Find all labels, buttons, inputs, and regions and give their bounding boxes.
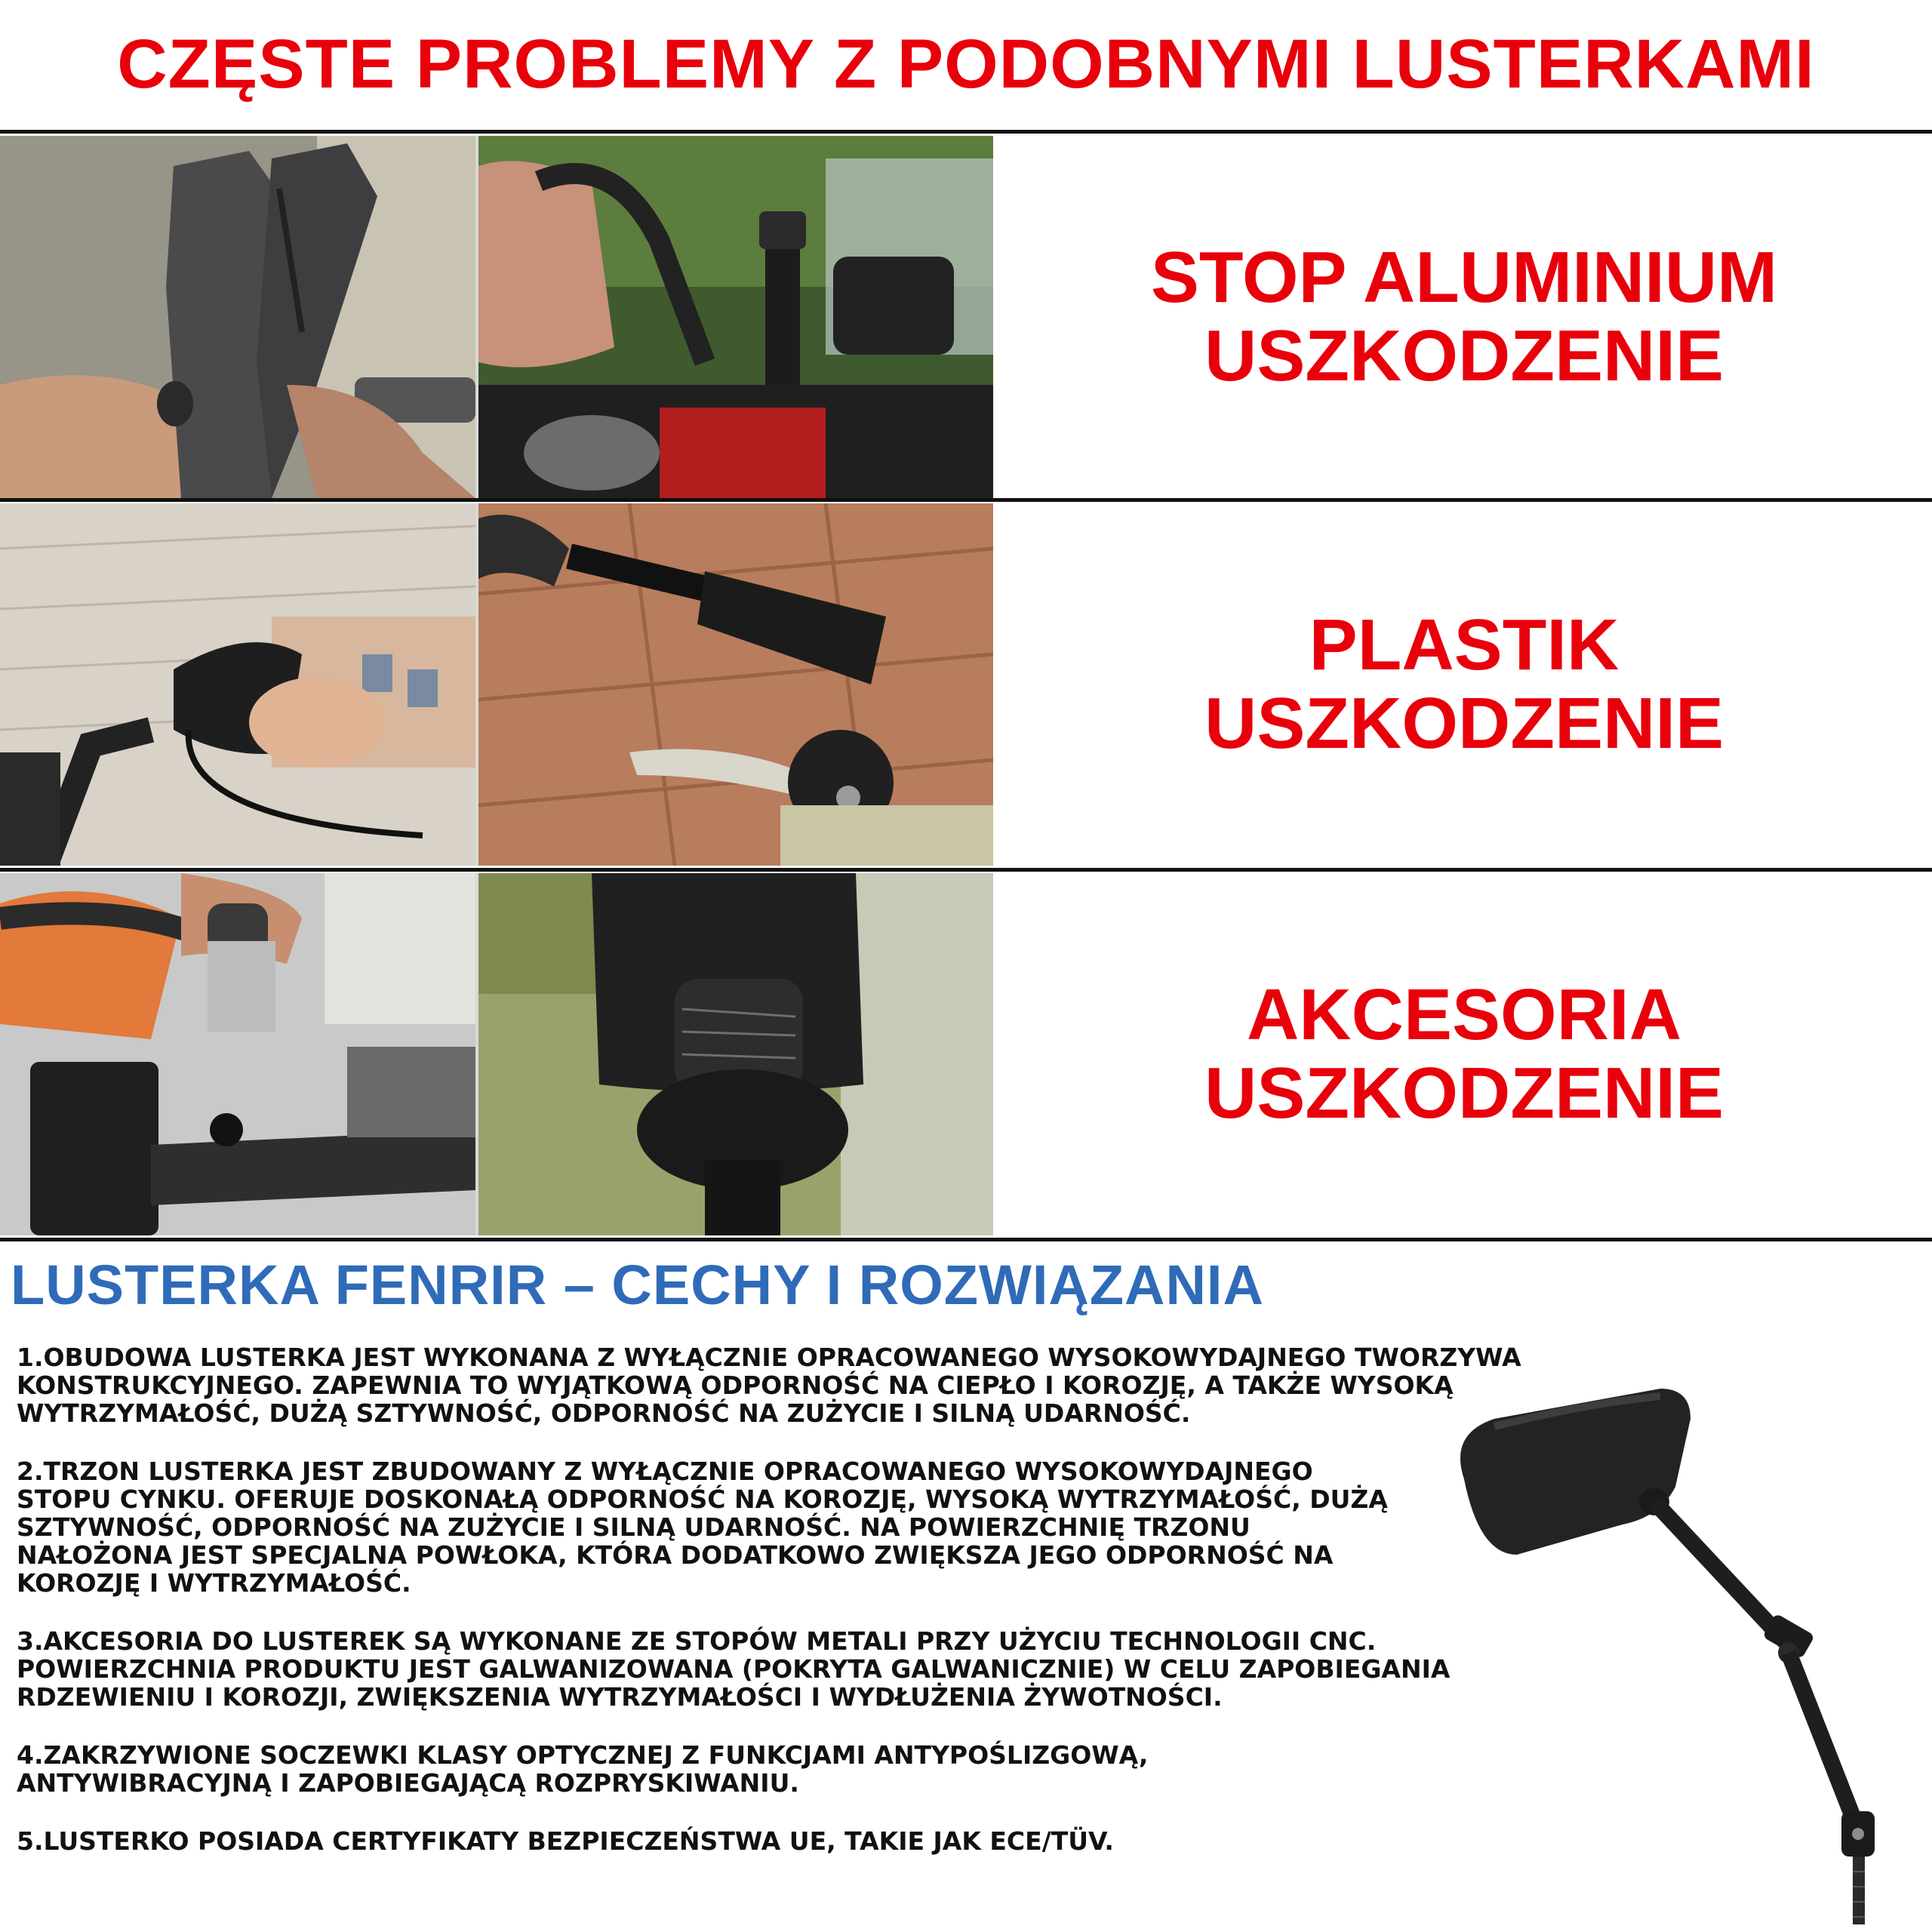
features-list [17, 1343, 1556, 1885]
photo-broken-aluminium-mount [0, 136, 475, 498]
problem-row-accessories [0, 873, 1932, 1235]
feature-item: 4.ZAKRZYWIONE SOCZEWKI KLASY OPTYCZNEJ Z FUNKCJAMI ANTYPOŚLIZGOWĄ, ANTYWIBRACYJNĄ I ZAPOBIEGAJĄCĄ ROZPRYSKIWANIU. [17, 1740, 1149, 1798]
problem-label-aluminium [996, 136, 1932, 498]
problem-row-plastic [0, 503, 1932, 866]
feature-item: 2.TRZON LUSTERKA JEST ZBUDOWANY Z WYŁĄCZNIE OPRACOWANEGO WYSOKOWYDAJNEGO STOPU CYNKU. OFERUJE DOSKONAŁĄ ODPORNOŚĆ NA KOROZJĘ, WYSOKĄ WYTRZYMAŁOŚĆ, DUŻĄ SZTYWNOŚĆ, ODPORNOŚĆ NA ZUŻYCIE I SILNĄ UDARNOŚĆ. NA POWIERZCHNIĘ TRZONU NAŁOŻONA JEST SPECJALNA POWŁOKA, KTÓRA DODATKOWO ZWIĘKSZA JEGO ODPORNOŚĆ NA KOROZJĘ I WYTRZYMAŁOŚĆ. [17, 1457, 1388, 1598]
divider [0, 130, 1932, 134]
problem-subtitle: USZKODZENIE [1204, 683, 1724, 764]
problem-label-accessories [996, 873, 1932, 1235]
photo-metal-adapter [0, 873, 475, 1235]
problem-title: STOP ALUMINIUM [1150, 237, 1778, 318]
fenrir-mirror-product-image [1434, 1374, 1932, 1932]
problem-subtitle: USZKODZENIE [1204, 1053, 1724, 1134]
divider [0, 868, 1932, 872]
feature-item: 3.AKCESORIA DO LUSTEREK SĄ WYKONANE ZE STOPÓW METALI PRZY UŻYCIU TECHNOLOGII CNC. POWIERZCHNIA PRODUKTU JEST GALWANIZOWANA (POKRYTA GALWANICZNIE) W CELU ZAPOBIEGANIA RDZEWIENIU I KOROZJI, ZWIĘKSZENIA WYTRZYMAŁOŚCI I WYDŁUŻENIA ŻYWOTNOŚCI. [17, 1626, 1451, 1712]
problem-title: AKCESORIA [1246, 974, 1682, 1055]
page-title: CZĘSTE PROBLEMY Z PODOBNYMI LUSTERKAMI [117, 26, 1815, 103]
photo-snapped-plastic-stem [478, 503, 993, 866]
problem-row-aluminium [0, 136, 1932, 498]
photo-plastic-arm-detached [0, 503, 475, 866]
problem-title: PLASTIK [1309, 605, 1620, 685]
feature-item: 5.LUSTERKO POSIADA CERTYFIKATY BEZPIECZEŃSTWA UE, TAKIE JAK ECE/TÜV. [17, 1826, 1114, 1856]
problem-subtitle: USZKODZENIE [1204, 315, 1724, 396]
feature-item: 1.OBUDOWA LUSTERKA JEST WYKONANA Z WYŁĄCZNIE OPRACOWANEGO WYSOKOWYDAJNEGO TWORZYWA KONSTRUKCYJNEGO. ZAPEWNIA TO WYJĄTKOWĄ ODPORNOŚĆ NA CIEPŁO I KOROZJĘ, A TAKŻE WYSOKĄ WYTRZYMAŁOŚĆ, DUŻĄ SZTYWNOŚĆ, ODPORNOŚĆ NA ZUŻYCIE I SILNĄ UDARNOŚĆ. [17, 1343, 1521, 1428]
problem-label-plastic [996, 503, 1932, 866]
photo-broken-mount-on-bike [478, 136, 993, 498]
divider [0, 1238, 1932, 1241]
photo-cracked-ball-joint [478, 873, 993, 1235]
features-heading: LUSTERKA FENRIR – CECHY I ROZWIĄZANIA [11, 1254, 1264, 1316]
divider [0, 498, 1932, 502]
